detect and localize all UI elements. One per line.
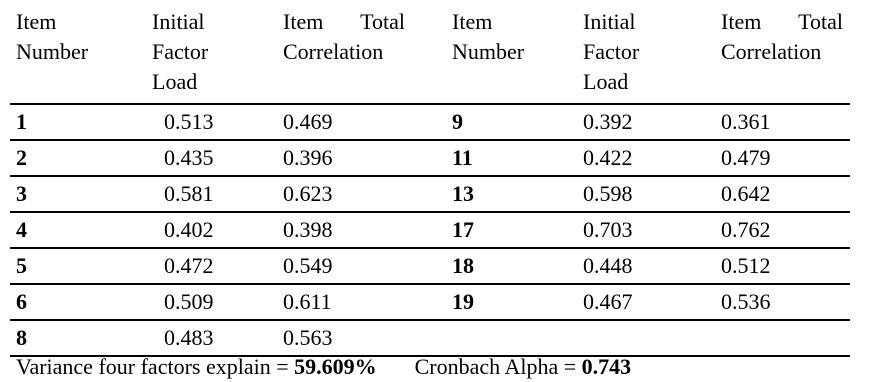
table-row bbox=[10, 104, 850, 140]
right-item-number: 9 bbox=[446, 104, 577, 140]
left-item-number: 1 bbox=[10, 104, 146, 140]
table-row bbox=[10, 320, 850, 356]
right-initial-factor-load: 0.448 bbox=[577, 248, 715, 284]
right-initial-factor-load: 0.467 bbox=[577, 284, 715, 320]
header-item-number-left bbox=[10, 0, 146, 104]
right-item-total-correlation bbox=[715, 320, 850, 356]
header-line: Factor bbox=[583, 38, 640, 64]
header-line: Item bbox=[452, 9, 493, 34]
table-row bbox=[10, 212, 850, 248]
header-line: Number bbox=[16, 38, 89, 64]
left-item-number: 4 bbox=[10, 212, 146, 248]
header-line: Load bbox=[583, 68, 629, 94]
header-line: Item Total bbox=[283, 9, 405, 34]
right-item-number: 13 bbox=[446, 176, 577, 212]
right-item-total-correlation: 0.479 bbox=[715, 140, 850, 176]
left-initial-factor-load: 0.509 bbox=[146, 284, 277, 320]
right-item-number: 11 bbox=[446, 140, 577, 176]
table-row bbox=[10, 284, 850, 320]
left-item-total-correlation: 0.396 bbox=[277, 140, 446, 176]
header-line: Initial bbox=[152, 9, 205, 34]
left-item-number: 2 bbox=[10, 140, 146, 176]
right-item-total-correlation: 0.642 bbox=[715, 176, 850, 212]
table-row bbox=[10, 140, 850, 176]
right-initial-factor-load: 0.598 bbox=[577, 176, 715, 212]
header-item-total-correlation-right bbox=[715, 0, 850, 104]
header-line: Item bbox=[16, 9, 57, 34]
left-initial-factor-load: 0.513 bbox=[146, 104, 277, 140]
left-item-total-correlation: 0.611 bbox=[277, 284, 446, 320]
right-item-total-correlation: 0.762 bbox=[715, 212, 850, 248]
left-item-total-correlation: 0.469 bbox=[277, 104, 446, 140]
header-line: Load bbox=[152, 68, 198, 94]
table-footer bbox=[16, 356, 631, 378]
right-item-number bbox=[446, 320, 577, 356]
left-item-total-correlation: 0.549 bbox=[277, 248, 446, 284]
left-item-number: 5 bbox=[10, 248, 146, 284]
header-line: Item Total bbox=[721, 9, 843, 34]
right-initial-factor-load: 0.422 bbox=[577, 140, 715, 176]
right-initial-factor-load: 0.703 bbox=[577, 212, 715, 248]
right-initial-factor-load: 0.392 bbox=[577, 104, 715, 140]
left-initial-factor-load: 0.581 bbox=[146, 176, 277, 212]
header-item-total-correlation-left bbox=[277, 0, 446, 104]
variance-label: Variance four factors explain = bbox=[16, 354, 295, 379]
left-initial-factor-load: 0.483 bbox=[146, 320, 277, 356]
left-item-number: 8 bbox=[10, 320, 146, 356]
cronbach-alpha-value: 0.743 bbox=[581, 354, 632, 379]
right-item-total-correlation: 0.512 bbox=[715, 248, 850, 284]
header-row bbox=[10, 0, 850, 104]
right-item-number: 17 bbox=[446, 212, 577, 248]
table-row bbox=[10, 176, 850, 212]
left-item-total-correlation: 0.623 bbox=[277, 176, 446, 212]
header-line: Initial bbox=[583, 9, 636, 34]
table-body bbox=[10, 104, 850, 356]
header-item-number-right bbox=[446, 0, 577, 104]
right-item-number: 18 bbox=[446, 248, 577, 284]
variance-value: 59.609% bbox=[294, 354, 377, 379]
header-line: Correlation bbox=[283, 38, 384, 64]
header-initial-factor-load-left bbox=[146, 0, 277, 104]
header-line: Factor bbox=[152, 38, 209, 64]
header-line: Correlation bbox=[721, 38, 822, 64]
right-initial-factor-load bbox=[577, 320, 715, 356]
table-row bbox=[10, 248, 850, 284]
right-item-number: 19 bbox=[446, 284, 577, 320]
right-item-total-correlation: 0.536 bbox=[715, 284, 850, 320]
factor-analysis-table bbox=[10, 0, 850, 357]
left-initial-factor-load: 0.435 bbox=[146, 140, 277, 176]
left-item-total-correlation: 0.563 bbox=[277, 320, 446, 356]
left-item-number: 6 bbox=[10, 284, 146, 320]
left-initial-factor-load: 0.472 bbox=[146, 248, 277, 284]
header-initial-factor-load-right bbox=[577, 0, 715, 104]
left-item-number: 3 bbox=[10, 176, 146, 212]
header-line: Number bbox=[452, 38, 525, 64]
right-item-total-correlation: 0.361 bbox=[715, 104, 850, 140]
left-initial-factor-load: 0.402 bbox=[146, 212, 277, 248]
cronbach-alpha-label: Cronbach Alpha = bbox=[414, 354, 582, 379]
left-item-total-correlation: 0.398 bbox=[277, 212, 446, 248]
table-header bbox=[10, 0, 850, 104]
